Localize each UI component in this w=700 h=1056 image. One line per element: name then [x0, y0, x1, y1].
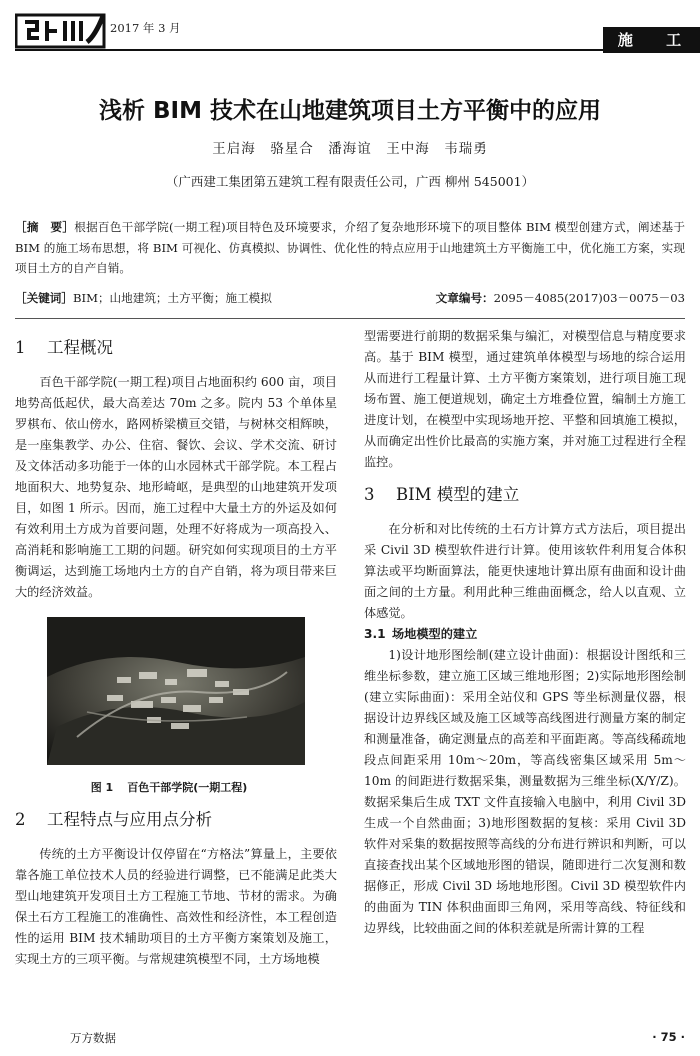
section-2-heading — [15, 808, 337, 832]
right-column — [364, 326, 686, 939]
header-rule — [15, 49, 603, 51]
section-2-paragraph-continued: 型需要进行前期的数据采集与编汇，对模型信息与精度要求高。基于 BIM 模型，通过建筑单体模型与场地的综合运用从而进行工程量计算、土方平衡方案策划，进行项目施工现场布置、施工便道规划，确定土方堆叠位置，编制土方施工进度计划，在模型中实现场地开挖、平整和回填施工模拟，从而确定出性价比最高的实施方案，并对施工过程进行全程监控。 — [364, 329, 686, 469]
section-1-title: 工程概况 — [47, 338, 113, 357]
article-title: 浅析 BIM 技术在山地建筑项目土方平衡中的应用 — [99, 98, 601, 124]
section-3-title: BIM 模型的建立 — [396, 485, 520, 504]
figure-1-title: 百色干部学院(一期工程) — [127, 781, 248, 794]
article-affiliation: （广西建工集团第五建筑工程有限责任公司，广西 柳州 545001） — [165, 174, 535, 189]
section-1-heading — [15, 336, 337, 360]
page-number: · 75 · — [652, 1030, 685, 1044]
figure-1-label: 图 1 — [90, 781, 114, 794]
section-3-paragraph: 在分析和对比传统的土石方计算方式方法后，项目提出采 Civil 3D 模型软件进行计算。使用该软件利用复合体积算法或平均断面算法，能更快速地计算出原有曲面和设计曲面之间的土方量。利用此种三维曲面概念，给人以直观、立体感觉。 — [364, 522, 686, 620]
abstract-label: ［摘 要］ — [15, 220, 75, 234]
keywords-row — [15, 288, 685, 308]
abstract-text: 根据百色干部学院(一期工程)项目特色及环境要求，介绍了复杂地形环境下的项目整体 BIM 模型创建方式，阐述基于 BIM 的施工场布思想，将 BIM 可视化、仿真模拟、协调性、优化性的特点应用于山地建筑土方平衡施工中，优化施工方案，实现项目土方的自产自销。 — [15, 220, 685, 275]
figure-1-caption — [15, 777, 337, 798]
section-3-1-title: 场地模型的建立 — [392, 627, 478, 641]
section-3-1-number: 3.1 — [364, 627, 386, 641]
abstract-rule — [15, 318, 685, 319]
issue-date: 2017 年 3 月 — [110, 21, 181, 35]
left-column — [15, 326, 337, 970]
article-number-label: 文章编号： — [435, 291, 494, 305]
section-tab: 施 工 — [603, 27, 700, 53]
section-1-paragraph: 百色干部学院(一期工程)项目占地面积约 600 亩，项目地势高低起伏，最大高差达 70m 之多。院内 53 个单体星罗棋布、依山傍水，路网桥梁横亘交错，与树林交相辉映，是一座集教学、办公、住宿、餐饮、会议、学术交流、研讨及文体活动多功能于一体的山水园林式干部学院。本工程占地面积大、地势复杂、地形崎岖，是典型的山地建筑开发项目，如图 1 所示。因而，施工过程中大量土方的外运及如何有效利用土方成为首要问题，处理不好将成为一项高投入、高消耗和影响施工工期的问题。研究如何实现项目的土方平衡调运，达到施工场地内土方的自产自销，将为项目带来巨大的经济效益。 — [15, 375, 337, 599]
campus-aerial-render — [47, 617, 305, 765]
figure-1-image — [47, 617, 305, 765]
section-3-number: 3 — [364, 485, 375, 504]
page-header — [0, 0, 700, 58]
article-number-value: 2095－4085(2017)03－0075－03 — [493, 291, 685, 305]
section-1-number: 1 — [15, 338, 26, 357]
keywords-label: ［关键词］ — [15, 291, 73, 305]
abstract — [15, 217, 685, 279]
article-authors: 王启海 骆星合 潘海谊 王中海 韦瑞勇 — [212, 141, 488, 157]
section-2-paragraph: 传统的土方平衡设计仅停留在“方格法”算量上，主要依靠各施工单位技术人员的经验进行调整，已不能满足此类大型山地建筑开发项目土方工程施工节地、节材的需求。为确保土石方工程施工的准确性、高效性和经济性，本工程创造性的运用 BIM 技术辅助项目的土方平衡方案策划及施工，实现土方的三项平衡。与常规建筑模型不同，土方场地模 — [15, 847, 337, 966]
keywords-text: BIM；山地建筑；土方平衡；施工模拟 — [72, 291, 272, 305]
section-2-title: 工程特点与应用点分析 — [47, 810, 212, 829]
section-3-1-paragraph: 1)设计地形图绘制(建立设计曲面)：根据设计图纸和三维坐标参数，建立施工区域三维地形图；2)实际地形图绘制(建立实际曲面)：采用全站仪和 GPS 等坐标测量仪器，根据设计边界线区域及施工区域等高线图进行测量方案的制定和测量准备，确定测量点的高差和平面距离。等高线稀疏地段点间距采用 10m～20m，等高线密集区域采用 5m～10m 的间距进行数据采集，测量数据为三维坐标(X/Y/Z)。数据采集后生成 TXT 文件直接输入电脑中，利用 Civil 3D 生成一个自然曲面；3)地形图数据的复核：采用 Civil 3D 软件对采集的数据按照等高线的分布进行辨识和判断，可以直接查找出某个区域地形图的错误，随即进行二次复测和数据修正，形成 Civil 3D 场地地形图。Civil 3D 模型软件内的曲面为 TIN 体积曲面即三角网，采用等高线、特征线和边界线，比较曲面之间的体积差就是所需计算的工程 — [364, 648, 686, 935]
section-3-1-heading — [364, 624, 686, 645]
journal-logo — [15, 12, 107, 50]
section-2-number: 2 — [15, 810, 26, 829]
section-3-heading — [364, 483, 686, 507]
database-watermark: 万方数据 — [70, 1031, 116, 1045]
article-number — [436, 288, 685, 308]
